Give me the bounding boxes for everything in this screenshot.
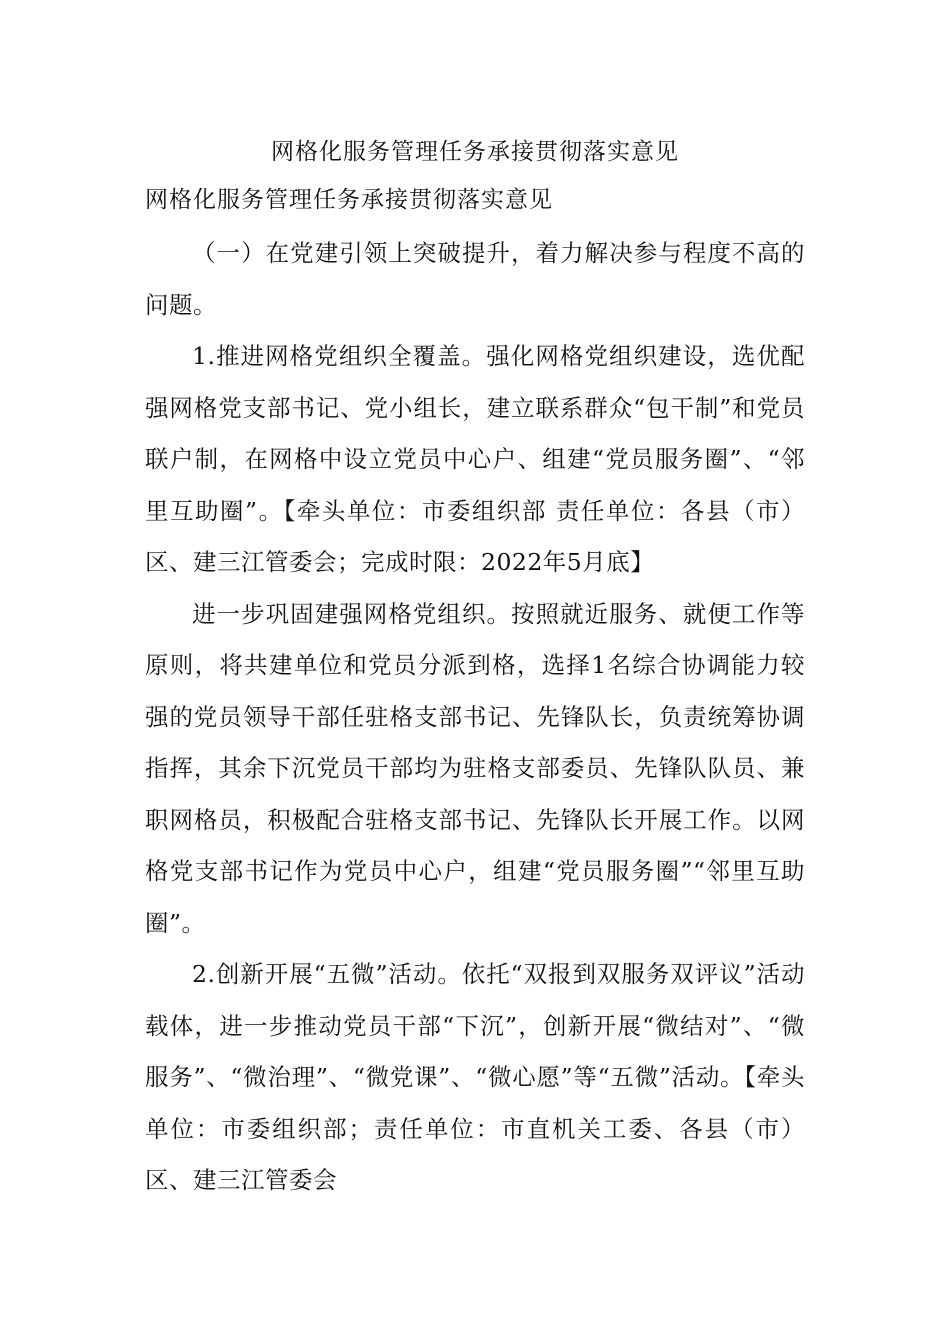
document-subtitle: 网格化服务管理任务承接贯彻落实意见 <box>145 187 553 213</box>
document-title: 网格化服务管理任务承接贯彻落实意见 <box>271 139 679 165</box>
document-body <box>145 228 805 1207</box>
paragraph-item-1: 1.推进网格党组织全覆盖。强化网格党组织建设，选优配强网格党支部书记、党小组长，建立联系群众“包干制”和党员联户制，在网格中设立党员中心户、组建“党员服务圈”、“邻里互助圈”。【牵头单位：市委组织部 责任单位：各县（市）区、建三江管委会；完成时限：2022年5月底】 <box>145 342 805 576</box>
paragraph-item-2: 2.创新开展“五微”活动。依托“双报到双服务双评议”活动载体，进一步推动党员干部“下沉”，创新开展“微结对”、“微服务”、“微治理”、“微党课”、“微心愿”等“五微”活动。【牵头单位：市委组织部；责任单位：市直机关工委、各县（市）区、建三江管委会 <box>145 960 805 1194</box>
paragraph-section-heading: （一）在党建引领上突破提升，着力解决参与程度不高的问题。 <box>145 239 805 319</box>
paragraph-item-1-detail: 进一步巩固建强网格党组织。按照就近服务、就便工作等原则，将共建单位和党员分派到格，选择1名综合协调能力较强的党员领导干部任驻格支部书记、先锋队长，负责统筹协调指挥，其余下沉党员干部均为驻格支部委员、先锋队队员、兼职网格员，积极配合驻格支部书记、先锋队长开展工作。以网格党支部书记作为党员中心户，组建“党员服务圈”“邻里互助圈”。 <box>145 599 805 937</box>
